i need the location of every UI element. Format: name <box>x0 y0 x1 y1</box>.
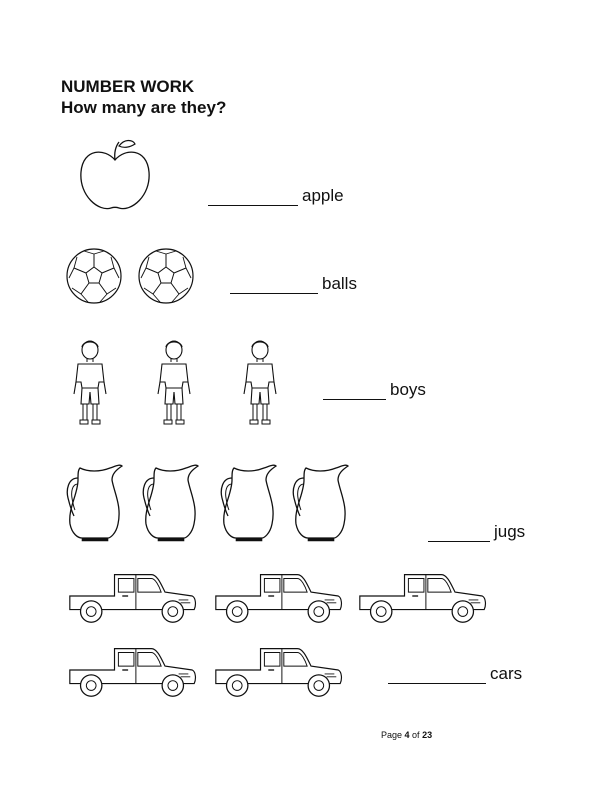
truck-icon <box>64 640 200 700</box>
answer-jugs <box>428 522 525 542</box>
jug-icon <box>64 462 124 542</box>
answer-word: cars <box>490 664 523 683</box>
answer-word: apple <box>302 186 344 205</box>
answer-blank[interactable] <box>388 667 486 684</box>
answer-blank[interactable] <box>230 277 318 294</box>
boy-icon <box>240 338 280 428</box>
ball-icon <box>64 246 124 306</box>
answer-boys <box>323 380 426 400</box>
ball-icon <box>136 246 196 306</box>
answer-blank[interactable] <box>208 189 298 206</box>
answer-word: balls <box>322 274 357 293</box>
answer-blank[interactable] <box>323 383 386 400</box>
heading-question: How many are they? <box>61 98 227 117</box>
answer-word: boys <box>390 380 426 399</box>
apple-icon <box>75 134 155 214</box>
truck-icon <box>64 566 200 626</box>
answer-cars <box>388 664 522 684</box>
truck-icon <box>210 566 346 626</box>
page-number: Page 4 of 23 <box>381 730 433 740</box>
truck-icon <box>354 566 490 626</box>
heading-title: NUMBER WORK <box>61 77 195 96</box>
answer-apple <box>208 186 344 206</box>
boy-icon <box>70 338 110 428</box>
jug-icon <box>140 462 200 542</box>
jug-icon <box>290 462 350 542</box>
apple-group <box>75 134 155 214</box>
truck-icon <box>210 640 346 700</box>
boy-icon <box>154 338 194 428</box>
jug-icon <box>218 462 278 542</box>
answer-balls <box>230 274 357 294</box>
answer-blank[interactable] <box>428 525 490 542</box>
answer-word: jugs <box>494 522 526 541</box>
worksheet-heading <box>61 76 226 118</box>
